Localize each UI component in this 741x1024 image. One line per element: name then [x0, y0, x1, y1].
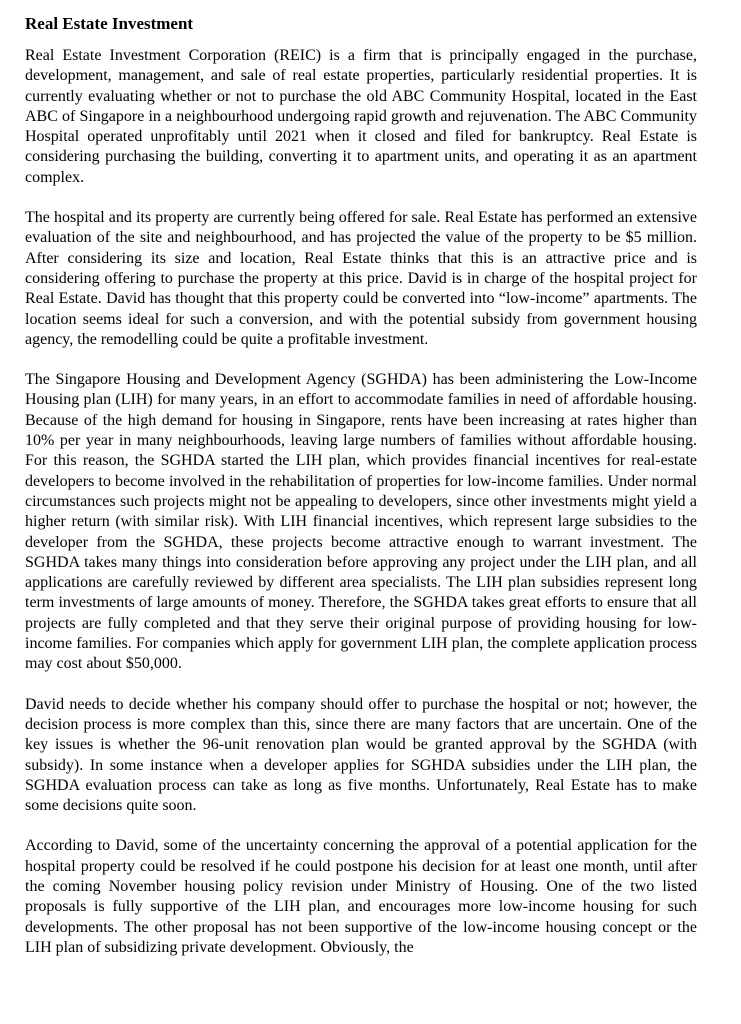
paragraph-company-overview: Real Estate Investment Corporation (REIC) is a firm that is principally engaged in the purchase, development, management, and sale of real estate properties, particularly residential properties. It is currently evaluating whether or not to purchase the old ABC Community Hospital, located in the East ABC of Singapore in a neighbourhood undergoing rapid growth and rejuvenation. The ABC Community Hospital operated unprofitably until 2021 when it closed and filed for bankruptcy. Real Estate is considering purchasing the building, converting it to apartment units, and operating it as an apartment complex. [25, 47, 697, 186]
paragraph-policy-revision: According to David, some of the uncertainty concerning the approval of a potential application for the hospital property could be resolved if he could postpone his decision for at least one month, until after the coming November housing policy revision under Ministry of Housing. One of the two listed proposals is fully supportive of the LIH plan, and encourages more low-income housing for such developments. The other proposal has not been supportive of the low-income housing concept or the LIH plan of subsidizing private development. Obviously, the [25, 837, 697, 956]
paragraph-property-offer: The hospital and its property are currently being offered for sale. Real Estate has performed an extensive evaluation of the site and neighbourhood, and has projected the value of the property to be $5 million. After considering its size and location, Real Estate thinks that this is an attractive price and is considering offering to purchase the property at this price. David is in charge of the hospital project for Real Estate. David has thought that this property could be converted into “low-income” apartments. The location seems ideal for such a conversion, and with the potential subsidy from government housing agency, the remodelling could be quite a profitable investment. [25, 209, 697, 348]
paragraph-decision-uncertainty: David needs to decide whether his company should offer to purchase the hospital or not; however, the decision process is more complex than this, since there are many factors that are uncertain. One of the key issues is whether the 96-unit renovation plan would be granted approval by the SGHDA (with subsidy). In some instance when a developer applies for SGHDA subsidies under the LIH plan, the SGHDA evaluation process can take as long as five months. Unfortunately, Real Estate has to make some decisions quite soon. [25, 695, 697, 815]
paragraph-sghda-lih-plan: The Singapore Housing and Development Agency (SGHDA) has been administering the Low-Income Housing plan (LIH) for many years, in an effort to accommodate families in need of affordable housing. Because of the high demand for housing in Singapore, rents have been increasing at rates higher than 10% per year in many neighbourhoods, leaving large numbers of families without affordable housing. For this reason, the SGHDA started the LIH plan, which provides financial incentives for real-estate developers to become involved in the rehabilitation of properties for low-income families. Under normal circumstances such projects might not be appealing to developers, since other investments might yield a higher return (with similar risk). With LIH financial incentives, which represent large subsidies to the developer from the SGHDA, these projects become attractive enough to warrant investment. The SGHDA takes many things into consideration before approving any project under the LIH plan, and all applications are carefully reviewed by different area specialists. The LIH plan subsidies represent long term investments of large amounts of money. Therefore, the SGHDA takes great efforts to ensure that all projects are fully completed and that they serve their original purpose of providing housing for low-income families. For companies which apply for government LIH plan, the complete application process may cost about $50,000. [25, 371, 697, 673]
document-page [25, 12, 697, 958]
document-title: Real Estate Investment [25, 14, 194, 33]
